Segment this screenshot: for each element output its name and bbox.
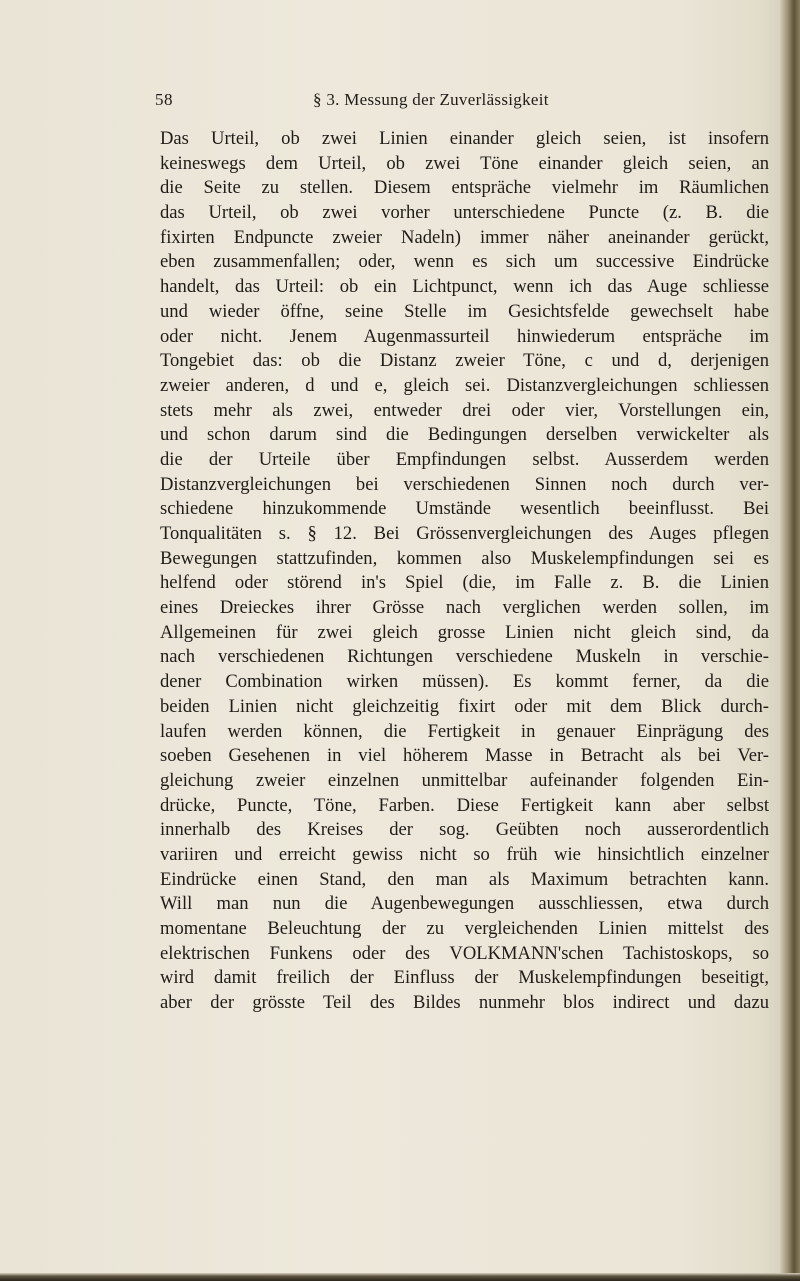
text-line: fixirten Endpuncte zweier Nadeln) immer näher aneinander gerückt, [160, 226, 769, 248]
text-line: elektrischen Funkens oder des VOLKMANN'schen Tachistoskops, so [160, 942, 769, 964]
running-head: § 3. Messung der Zuverlässigkeit [313, 90, 549, 109]
text-line: soeben Gesehenen in viel höherem Masse in Betracht als bei Ver- [160, 745, 769, 767]
text-line: schiedene hinzukommende Umstände wesentlich beeinflusst. Bei [160, 498, 769, 520]
text-line: keineswegs dem Urteil, ob zwei Töne einander gleich seien, an [160, 152, 769, 174]
text-line: und schon darum sind die Bedingungen derselben verwickelter als [160, 424, 769, 446]
text-line: stets mehr als zwei, entweder drei oder vier, Vorstellungen ein, [160, 399, 769, 421]
text-line: laufen werden können, die Fertigkeit in genauer Einprägung des [160, 720, 769, 742]
text-line: Bewegungen stattzufinden, kommen also Muskelempfindungen sei es [160, 547, 769, 569]
page-edge-bottom [0, 1273, 800, 1281]
text-line: Das Urteil, ob zwei Linien einander gleich seien, ist insofern [160, 128, 769, 149]
text-line: die der Urteile über Empfindungen selbst. Ausserdem werden [160, 448, 769, 470]
text-line: die Seite zu stellen. Diesem entspräche vielmehr im Räumlichen [160, 177, 769, 199]
text-line: oder nicht. Jenem Augenmassurteil hinwiederum entspräche im [160, 325, 769, 347]
text-line: momentane Beleuchtung der zu vergleichenden Linien mittelst des [160, 918, 769, 939]
text-line: aber der grösste Teil des Bildes nunmehr blos indirect und dazu [160, 992, 769, 1014]
text-line: helfend oder störend in's Spiel (die, im Falle z. B. die Linien [160, 572, 769, 594]
text-line: das Urteil, ob zwei vorher unterschiedene Puncte (z. B. die [160, 202, 769, 224]
text-line: eines Dreieckes ihrer Grösse nach verglichen werden sollen, im [160, 597, 769, 619]
text-line: dener Combination wirken müssen). Es kommt ferner, da die [160, 671, 769, 693]
text-line: eben zusammenfallen; oder, wenn es sich um successive Eindrücke [160, 251, 769, 273]
text-line: gleichung zweier einzelnen unmittelbar aufeinander folgenden Ein- [160, 769, 769, 791]
text-line: variiren und erreicht gewiss nicht so früh wie hinsichtlich einzelner [160, 843, 769, 865]
page-header [155, 90, 785, 114]
text-line: und wieder öffne, seine Stelle im Gesichtsfelde gewechselt habe [160, 300, 769, 322]
text-line: handelt, das Urteil: ob ein Lichtpunct, wenn ich das Auge schliesse [160, 276, 769, 298]
text-line: zweier anderen, d und e, gleich sei. Distanzvergleichungen schliessen [160, 374, 769, 396]
text-line: Allgemeinen für zwei gleich grosse Linien nicht gleich sind, da [160, 621, 769, 643]
text-line: wird damit freilich der Einfluss der Muskelempfindungen beseitigt, [160, 967, 769, 989]
page-edge-right [780, 0, 800, 1281]
text-line: innerhalb des Kreises der sog. Geübten noch ausserordentlich [160, 819, 769, 841]
text-line: Tongebiet das: ob die Distanz zweier Töne, c und d, derjenigen [160, 350, 769, 372]
text-line: Distanzvergleichungen bei verschiedenen Sinnen noch durch ver- [160, 473, 769, 495]
text-line: Eindrücke einen Stand, den man als Maximum betrachten kann. [160, 868, 769, 890]
text-line: nach verschiedenen Richtungen verschiedene Muskeln in verschie- [160, 646, 769, 668]
text-line: drücke, Puncte, Töne, Farben. Diese Fertigkeit kann aber selbst [160, 794, 769, 816]
text-line: beiden Linien nicht gleichzeitig fixirt oder mit dem Blick durch- [160, 695, 769, 717]
body-text [160, 127, 769, 1016]
page-number: 58 [155, 90, 173, 109]
text-line: Will man nun die Augenbewegungen ausschliessen, etwa durch [160, 893, 769, 915]
text-line: Tonqualitäten s. § 12. Bei Grössenvergleichungen des Auges pflegen [160, 523, 769, 544]
